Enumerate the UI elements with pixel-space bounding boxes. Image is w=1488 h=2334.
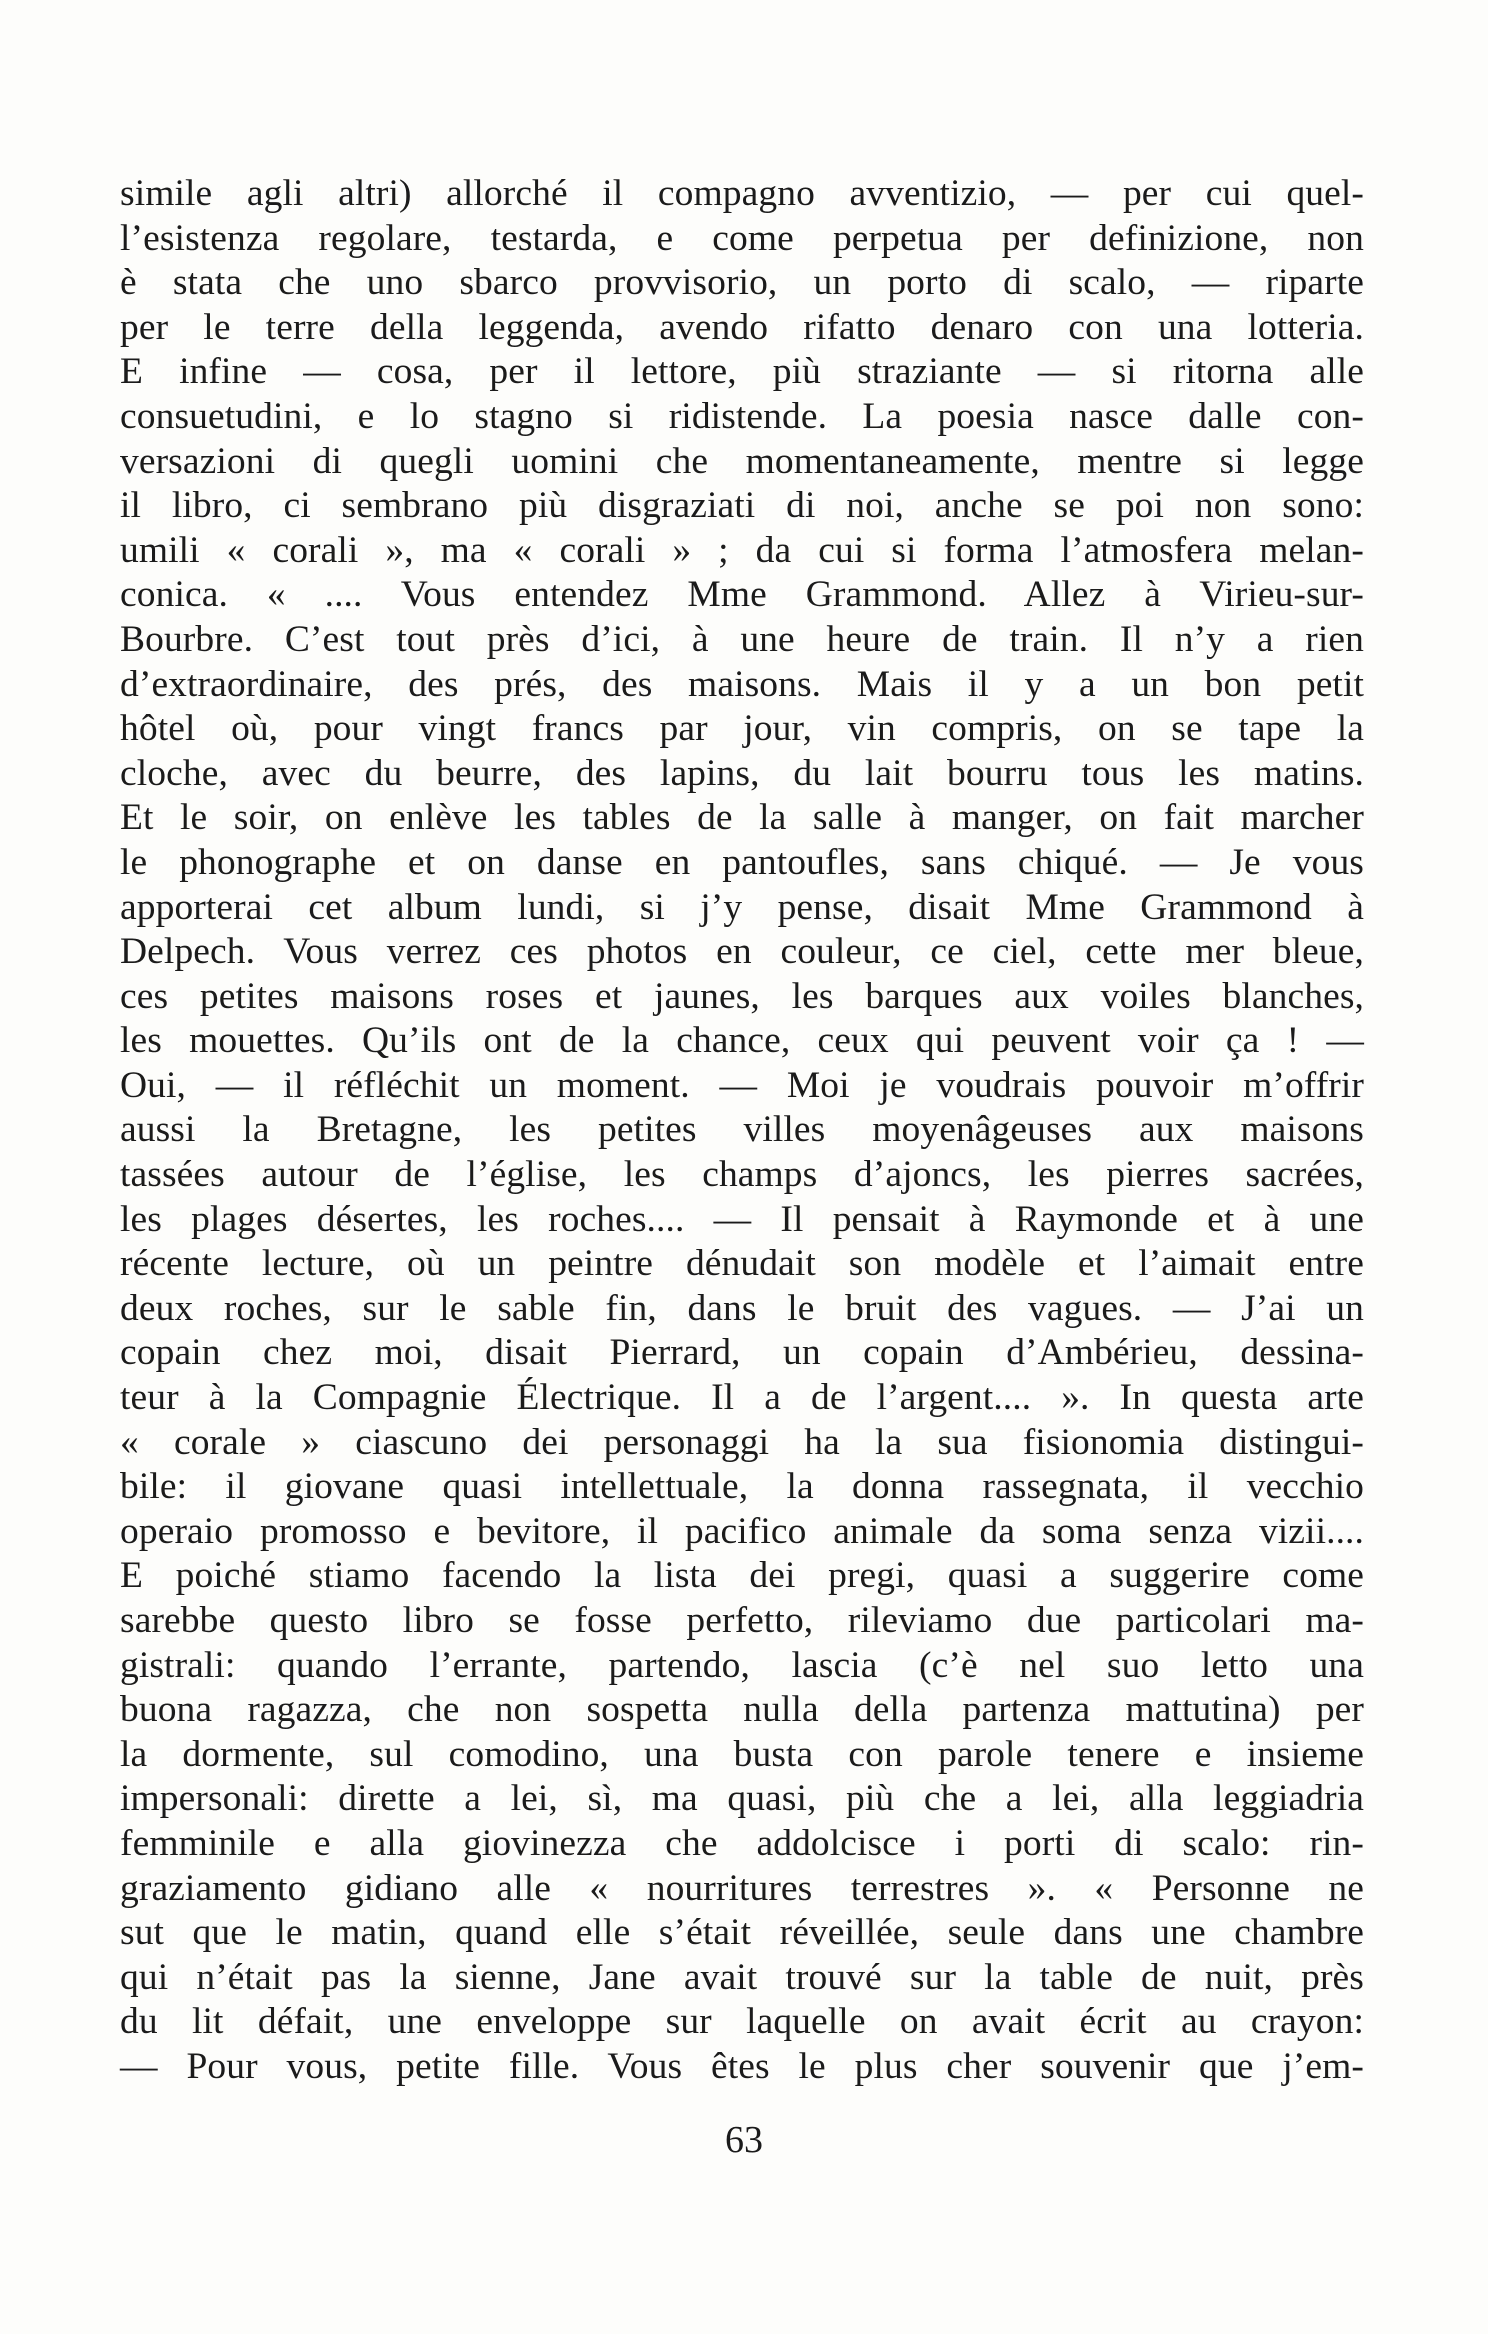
text-line: du lit défait, une enveloppe sur laquelle on avait écrit au crayon:	[120, 2001, 1364, 2043]
text-line: femminile e alla giovinezza che addolcisce i porti di scalo: rin-	[120, 1822, 1364, 1864]
text-line: bile: il giovane quasi intellettuale, la donna rassegnata, il vecchio	[120, 1466, 1364, 1508]
text-line: è stata che uno sbarco provvisorio, un porto di scalo, — riparte	[120, 262, 1364, 304]
text-line: « corale » ciascuno dei personaggi ha la sua fisionomia distingui-	[120, 1421, 1364, 1463]
text-line: tassées autour de l’église, les champs d’ajoncs, les pierres sacrées,	[120, 1154, 1364, 1196]
text-line: gistrali: quando l’errante, partendo, lascia (c’è nel suo letto una	[120, 1644, 1364, 1686]
text-line: consuetudini, e lo stagno si ridistende. La poesia nasce dalle con-	[120, 395, 1364, 437]
body-text	[120, 172, 1364, 2090]
text-line: E infine — cosa, per il lettore, più straziante — si ritorna alle	[120, 351, 1364, 393]
page-number: 63	[725, 2119, 763, 2161]
text-line: cloche, avec du beurre, des lapins, du lait bourru tous les matins.	[120, 752, 1364, 794]
text-line: la dormente, sul comodino, una busta con parole tenere e insieme	[120, 1733, 1364, 1775]
text-line: aussi la Bretagne, les petites villes moyenâgeuses aux maisons	[120, 1109, 1364, 1151]
text-line: copain chez moi, disait Pierrard, un copain d’Ambérieu, dessina-	[120, 1332, 1364, 1374]
text-line: deux roches, sur le sable fin, dans le bruit des vagues. — J’ai un	[120, 1287, 1364, 1329]
text-line: ces petites maisons roses et jaunes, les barques aux voiles blanches,	[120, 975, 1364, 1017]
text-line: sarebbe questo libro se fosse perfetto, rileviamo due particolari ma-	[120, 1600, 1364, 1641]
text-line: hôtel où, pour vingt francs par jour, vin compris, on se tape la	[120, 708, 1364, 750]
text-line: graziamento gidiano alle « nourritures terrestres ». « Personne ne	[120, 1867, 1364, 1909]
text-line: per le terre della leggenda, avendo rifatto denaro con una lotteria.	[120, 306, 1364, 348]
text-line: buona ragazza, che non sospetta nulla della partenza mattutina) per	[120, 1689, 1364, 1731]
text-line: Et le soir, on enlève les tables de la salle à manger, on fait marcher	[120, 797, 1364, 839]
text-line: teur à la Compagnie Électrique. Il a de l’argent.... ». In questa arte	[120, 1377, 1364, 1419]
text-line: sut que le matin, quand elle s’était réveillée, seule dans une chambre	[120, 1912, 1364, 1954]
text-line: umili « corali », ma « corali » ; da cui si forma l’atmosfera melan-	[120, 529, 1364, 571]
text-line: simile agli altri) allorché il compagno avventizio, — per cui quel-	[120, 173, 1364, 214]
text-line: Bourbre. C’est tout près d’ici, à une heure de train. Il n’y a rien	[120, 618, 1364, 660]
text-line: Delpech. Vous verrez ces photos en couleur, ce ciel, cette mer bleue,	[120, 931, 1364, 973]
text-line: récente lecture, où un peintre dénudait son modèle et l’aimait entre	[120, 1243, 1364, 1285]
text-line: qui n’était pas la sienne, Jane avait trouvé sur la table de nuit, près	[120, 1956, 1364, 1998]
text-line: — Pour vous, petite fille. Vous êtes le plus cher souvenir que j’em-	[120, 2045, 1364, 2087]
text-line: impersonali: dirette a lei, sì, ma quasi, più che a lei, alla leggiadria	[120, 1778, 1364, 1820]
text-line: le phonographe et on danse en pantoufles, sans chiqué. — Je vous	[120, 841, 1364, 883]
text-line: les plages désertes, les roches.... — Il pensait à Raymonde et à une	[120, 1198, 1364, 1240]
text-line: il libro, ci sembrano più disgraziati di noi, anche se poi non sono:	[120, 485, 1364, 527]
text-line: versazioni di quegli uomini che momentaneamente, mentre si legge	[120, 440, 1364, 482]
text-line: Oui, — il réfléchit un moment. — Moi je voudrais pouvoir m’offrir	[120, 1064, 1364, 1106]
text-line: operaio promosso e bevitore, il pacifico animale da soma senza vizii....	[120, 1510, 1364, 1552]
text-line: l’esistenza regolare, testarda, e come perpetua per definizione, non	[120, 217, 1364, 259]
text-line: conica. « .... Vous entendez Mme Grammond. Allez à Virieu-sur-	[120, 574, 1364, 616]
text-line: E poiché stiamo facendo la lista dei pregi, quasi a suggerire come	[120, 1555, 1364, 1597]
text-line: apporterai cet album lundi, si j’y pense, disait Mme Grammond à	[120, 886, 1364, 928]
text-line: les mouettes. Qu’ils ont de la chance, ceux qui peuvent voir ça ! —	[120, 1020, 1364, 1062]
text-line: d’extraordinaire, des prés, des maisons. Mais il y a un bon petit	[120, 663, 1364, 705]
